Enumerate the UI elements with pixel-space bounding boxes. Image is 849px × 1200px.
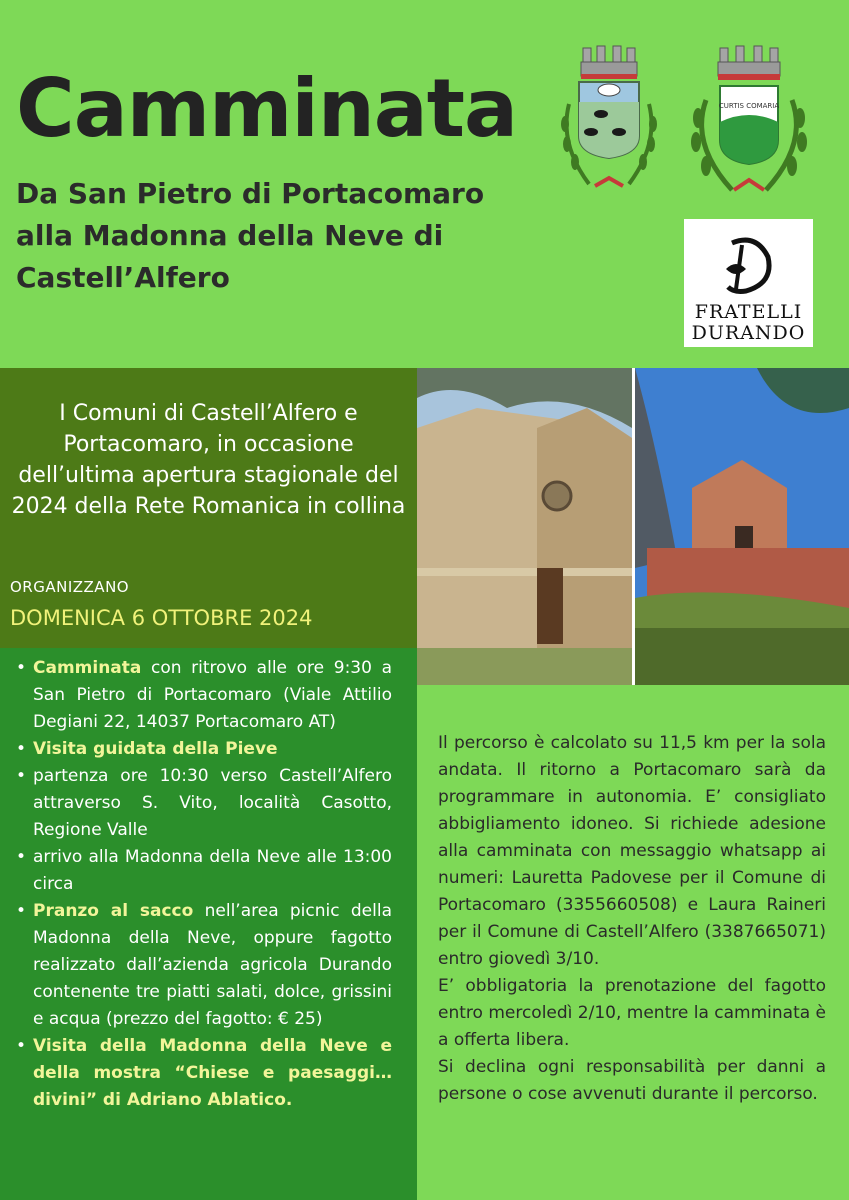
logo-text-line-1: FRATELLI <box>694 301 803 323</box>
list-item <box>16 898 392 1033</box>
photo-pieve-san-pietro <box>417 368 632 685</box>
page-title: Camminata <box>16 62 517 155</box>
crest-banner-text: CURTIS COMARIA <box>718 102 780 110</box>
info-text <box>438 730 826 1108</box>
info-paragraph-route: Il percorso è calcolato su 11,5 km per la sola andata. Il ritorno a Portacomaro sarà da programmare in autonomia. E’ consigliato abbigliamento idoneo. Si richiede adesione alla camminata con messaggio whatsapp ai numeri: Lauretta Padovese per il Comune di Portacomaro (3355660508) e Laura Raineri per il Comune di Castell’Alfero (3387665071) entro giovedì 3/10. <box>438 733 826 969</box>
program-list <box>16 655 392 1114</box>
list-item-highlight: Visita guidata della Pieve <box>33 739 278 759</box>
list-item-highlight: Camminata <box>33 658 142 678</box>
info-paragraph-disclaimer: Si declina ogni responsabilità per danni a persone o cose avvenuti durante il percorso. <box>438 1057 826 1104</box>
program-panel <box>0 648 417 1200</box>
subtitle-line-1: Da San Pietro di Portacomaro <box>16 177 485 210</box>
list-item <box>16 763 392 844</box>
durando-monogram-icon <box>712 229 784 301</box>
list-item <box>16 655 392 736</box>
portacomaro-crest-icon <box>555 44 663 200</box>
list-item-text: con ritrovo alle ore 9:30 a San Pietro di Portacomaro (Viale Attilio Degiani 22, 14037 Portacomaro AT) <box>33 658 392 732</box>
list-item <box>16 844 392 898</box>
list-item <box>16 736 392 763</box>
info-paragraph-booking: E’ obbligatoria la prenotazione del fagotto entro mercoledì 2/10, mentre la camminata è a offerta libera. <box>438 976 827 1050</box>
list-item <box>16 1033 392 1114</box>
subtitle <box>16 173 512 299</box>
list-item-text: arrivo alla Madonna della Neve alle 13:00 circa <box>33 847 392 894</box>
list-item-highlight: Pranzo al sacco <box>33 901 194 921</box>
subtitle-line-3: Castell’Alfero <box>16 261 230 294</box>
crown-icon <box>718 46 780 80</box>
subtitle-line-2: alla Madonna della Neve di <box>16 219 444 252</box>
list-item-text: partenza ore 10:30 verso Castell’Alfero attraverso S. Vito, località Casotto, Regione Valle <box>33 766 392 840</box>
organizzano-label: ORGANIZZANO <box>10 578 130 596</box>
logo-text-line-2: DURANDO <box>691 322 806 344</box>
fratelli-durando-logo <box>684 219 813 347</box>
castellalfero-crest-icon <box>684 44 814 200</box>
event-date: DOMENICA 6 OTTOBRE 2024 <box>10 606 313 630</box>
intro-band <box>0 368 417 648</box>
list-item-text: nell’area picnic della Madonna della Neve, oppure fagotto realizzato dall’azienda agricola Durando contenente tre piatti salati, dolce, grissini e acqua (prezzo del fagotto: € 25) <box>33 901 392 1029</box>
intro-text: I Comuni di Castell’Alfero e Portacomaro, in occasione dell’ultima apertura stagionale del 2024 della Rete Romanica in collina <box>11 401 406 519</box>
photo-madonna-della-neve <box>635 368 849 685</box>
photo-divider <box>632 368 635 685</box>
list-item-highlight: Visita della Madonna della Neve e della mostra “Chiese e paesaggi… divini” di Adriano Ablatico. <box>33 1036 392 1110</box>
crown-icon <box>581 46 637 79</box>
